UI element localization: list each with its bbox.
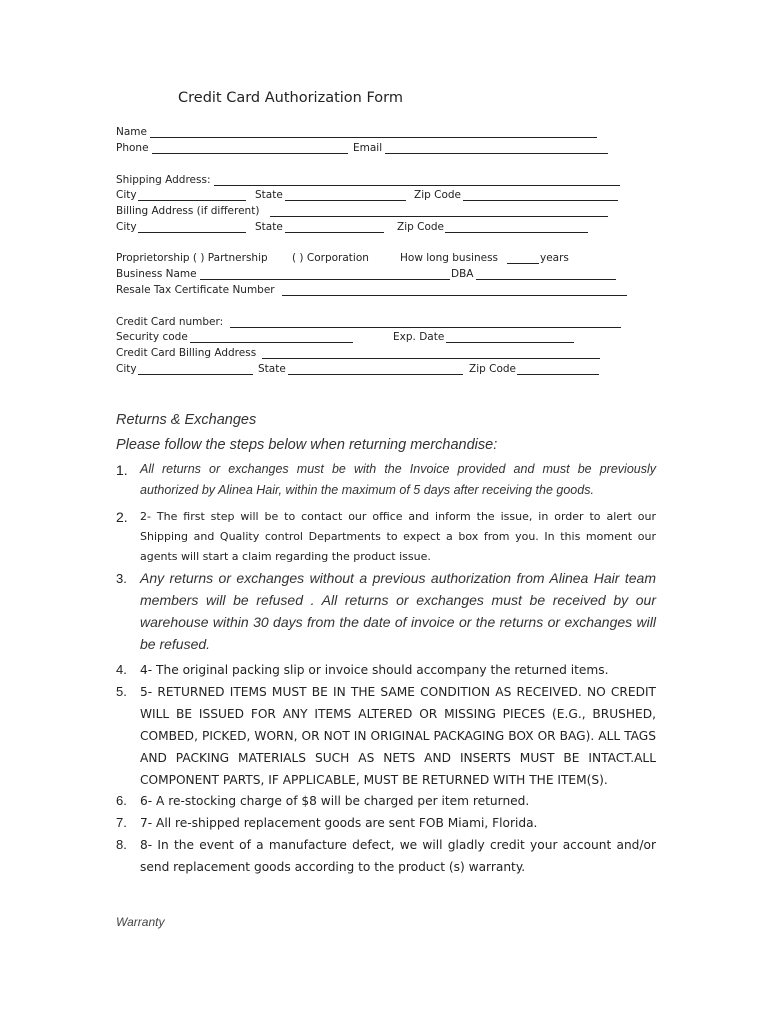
dba-field[interactable] xyxy=(476,279,616,280)
dba-label: DBA xyxy=(451,268,474,280)
cc-billing-address-field[interactable] xyxy=(262,358,600,359)
billing-state-field[interactable] xyxy=(285,232,384,233)
name-label: Name xyxy=(116,126,147,138)
billing-zip-field[interactable] xyxy=(445,232,588,233)
years-label: years xyxy=(540,252,569,264)
list-item: 6- A re-stocking charge of $8 will be charged per item returned. xyxy=(140,794,530,808)
list-number: 8. xyxy=(116,837,127,852)
billing-zip-label: Zip Code xyxy=(397,221,444,233)
returns-heading: Returns & Exchanges xyxy=(116,412,257,428)
list-item: All returns or exchanges must be with the Invoice provided and must be previously authorized by Alinea Hair, within the maximum of 5 days after receiving the goods. xyxy=(140,462,656,497)
name-field[interactable] xyxy=(150,137,597,138)
years-field[interactable] xyxy=(507,263,539,264)
email-field[interactable] xyxy=(385,153,608,154)
list-item: 2- The first step will be to contact our office and inform the issue, in order to alert our Shipping and Quality control Departments to expect a box from you. In this moment our agents will start a claim regarding the product issue. xyxy=(140,510,656,563)
form-title: Credit Card Authorization Form xyxy=(178,90,403,106)
list-item: 7- All re-shipped replacement goods are sent FOB Miami, Florida. xyxy=(140,816,538,830)
billing-address-label: Billing Address (if different) xyxy=(116,205,260,217)
cc-state-label: State xyxy=(258,363,286,375)
cc-state-field[interactable] xyxy=(288,374,463,375)
list-item: Any returns or exchanges without a previous authorization from Alinea Hair team members will be refused . All returns or exchanges must be received by our warehouse within 30 days from the date of invoice or the returns or exchanges will be refused. xyxy=(140,570,656,652)
resale-tax-field[interactable] xyxy=(282,295,627,296)
list-number: 6. xyxy=(116,793,127,808)
shipping-address-field[interactable] xyxy=(214,185,620,186)
email-label: Email xyxy=(353,142,383,154)
shipping-address-label: Shipping Address: xyxy=(116,174,211,186)
resale-tax-label: Resale Tax Certificate Number xyxy=(116,284,275,296)
cc-billing-address-label: Credit Card Billing Address xyxy=(116,347,257,359)
list-number: 4. xyxy=(116,662,127,677)
list-item: 5- RETURNED ITEMS MUST BE IN THE SAME CONDITION AS RECEIVED. NO CREDIT WILL BE ISSUED FOR ANY ITEMS ALTERED OR MISSING PIECES (E.G., BRUSHED, COMBED, PICKED, WORN, OR NOT IN ORIGINAL PACKAGING BOX OR BAG). ALL TAGS AND PACKING MATERIALS SUCH AS NETS AND INSERTS MUST BE INTACT.ALL COMPONENT PARTS, IF APPLICABLE, MUST BE RETURNED WITH THE ITEM(S). xyxy=(140,685,656,787)
cc-city-field[interactable] xyxy=(138,374,253,375)
exp-date-label: Exp. Date xyxy=(393,331,445,343)
cc-number-label: Credit Card number: xyxy=(116,316,224,328)
phone-label: Phone xyxy=(116,142,149,154)
shipping-city-field[interactable] xyxy=(138,200,246,201)
list-number: 1. xyxy=(116,462,128,478)
list-number: 5. xyxy=(116,684,127,699)
proprietorship-partnership-label[interactable]: Proprietorship ( ) Partnership xyxy=(116,252,268,264)
security-code-field[interactable] xyxy=(190,342,353,343)
corporation-label[interactable]: ( ) Corporation xyxy=(292,252,369,264)
list-number: 7. xyxy=(116,815,127,830)
billing-state-label: State xyxy=(255,221,283,233)
how-long-business-label: How long business xyxy=(400,252,499,264)
cc-zip-label: Zip Code xyxy=(469,363,516,375)
business-name-label: Business Name xyxy=(116,268,197,280)
cc-number-field[interactable] xyxy=(230,327,621,328)
phone-field[interactable] xyxy=(152,153,348,154)
cc-city-label: City xyxy=(116,363,137,375)
shipping-zip-field[interactable] xyxy=(463,200,618,201)
security-code-label: Security code xyxy=(116,331,188,343)
list-number: 2. xyxy=(116,509,128,525)
exp-date-field[interactable] xyxy=(446,342,574,343)
list-item: 4- The original packing slip or invoice should accompany the returned items. xyxy=(140,663,609,677)
warranty-heading: Warranty xyxy=(116,915,165,929)
shipping-zip-label: Zip Code xyxy=(414,189,461,201)
business-name-field[interactable] xyxy=(200,279,450,280)
billing-address-field[interactable] xyxy=(270,216,608,217)
cc-zip-field[interactable] xyxy=(517,374,599,375)
list-item: 8- In the event of a manufacture defect, we will gladly credit your account and/or send replacement goods according to the product (s) warranty. xyxy=(140,838,656,874)
billing-city-label: City xyxy=(116,221,137,233)
billing-city-field[interactable] xyxy=(138,232,246,233)
shipping-city-label: City xyxy=(116,189,137,201)
shipping-state-field[interactable] xyxy=(285,200,406,201)
returns-intro: Please follow the steps below when returning merchandise: xyxy=(116,437,498,453)
shipping-state-label: State xyxy=(255,189,283,201)
list-number: 3. xyxy=(116,571,127,586)
